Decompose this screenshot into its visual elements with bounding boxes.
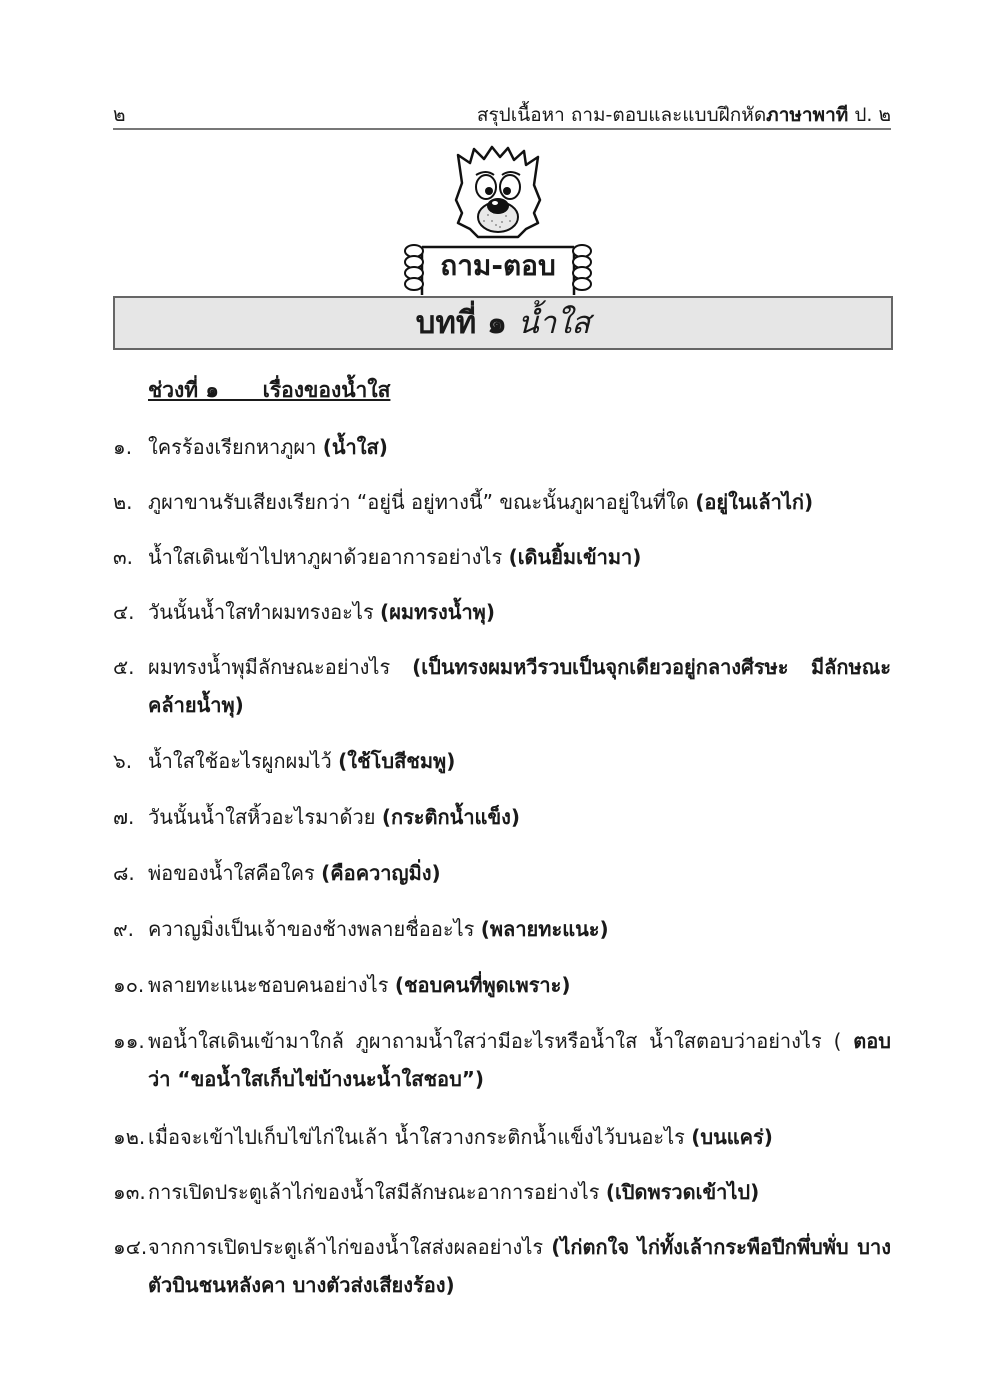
question-number: ๗. [113, 805, 135, 829]
question-text [148, 593, 891, 631]
list-item [113, 483, 891, 521]
question-text [148, 1173, 891, 1211]
section-heading: ช่วงที่ ๑ เรื่องของน้ำใส [148, 378, 391, 402]
question: วันนั้นน้ำใสทำผมทรงอะไร [148, 600, 381, 624]
chapter-number: บทที่ ๑ [415, 305, 518, 341]
list-item [113, 854, 891, 892]
question: การเปิดประตูเล้าไก่ของน้ำใสมีลักษณะอาการอย่างไร [148, 1180, 606, 1204]
list-item [113, 1022, 891, 1098]
answer: (ชอบคนที่พูดเพราะ) [394, 973, 571, 997]
question: พ่อของน้ำใสคือใคร [148, 861, 322, 885]
question-number: ๖. [113, 749, 133, 773]
list-item [113, 1228, 891, 1304]
chapter-title [416, 305, 590, 341]
running-title-prefix: สรุปเนื้อหา ถาม-ตอบและแบบฝึกหัด [476, 104, 767, 126]
question: ภูผาขานรับเสียงเรียกว่า “อยู่นี่ อยู่ทางนี้” ขณะนั้นภูผาอยู่ในที่ใด [148, 490, 696, 514]
list-item [113, 538, 891, 576]
answer: (น้ำใส) [322, 435, 388, 459]
question: ผมทรงน้ำพุมีลักษณะอย่างไร [148, 655, 413, 679]
question-text [148, 483, 891, 521]
running-title-subject: ภาษาพาที [766, 104, 849, 126]
answer: (เดินยิ้มเข้ามา) [508, 545, 642, 569]
question-number: ๑๐. [113, 973, 145, 997]
answer: (อยู่ในเล้าไก่) [695, 490, 814, 514]
list-item [113, 910, 891, 948]
list-item [113, 1118, 891, 1156]
list-item [113, 742, 891, 780]
question-text [148, 538, 891, 576]
question-text [148, 1022, 891, 1098]
question-number: ๑๑. [113, 1029, 145, 1053]
answer: (เป็นทรงผมหวีรวบเป็นจุกเดียวอยู่กลางศีรษะ มีลักษณะคล้ายน้ำพุ) [148, 655, 891, 717]
running-title-suffix: ป. ๒ [848, 104, 891, 126]
answer: (กระติกน้ำแข็ง) [381, 805, 521, 829]
answer: (พลายทะแนะ) [480, 917, 609, 941]
question: วันนั้นน้ำใสหิ้วอะไรมาด้วย [148, 805, 382, 829]
question-number: ๑๔. [113, 1235, 148, 1259]
question: น้ำใสเดินเข้าไปหาภูผาด้วยอาการอย่างไร [148, 545, 509, 569]
list-item [113, 428, 891, 466]
question-text [148, 1228, 891, 1304]
question-number: ๔. [113, 600, 135, 624]
question-text [148, 648, 891, 724]
question: พอน้ำใสเดินเข้ามาใกล้ ภูผาถามน้ำใสว่ามีอะไรหรือน้ำใส น้ำใสตอบว่าอย่างไร ( [148, 1029, 854, 1053]
question-number: ๓. [113, 545, 134, 569]
list-item [113, 648, 891, 724]
list-item [113, 966, 891, 1004]
question: ควาญมิ่งเป็นเจ้าของช้างพลายชื่ออะไร [148, 917, 481, 941]
answer: (ผมทรงน้ำพุ) [380, 600, 496, 624]
question: น้ำใสใช้อะไรผูกผมไว้ [148, 749, 339, 773]
answer: (คือควาญมิ่ง) [321, 861, 441, 885]
question-number: ๕. [113, 655, 135, 679]
question-number: ๑๒. [113, 1125, 146, 1149]
answer: (บนแคร่) [691, 1125, 773, 1149]
question-number: ๑. [113, 435, 133, 459]
chapter-banner [113, 296, 893, 350]
question-number: ๑๓. [113, 1180, 146, 1204]
question-text [148, 428, 891, 466]
question: เมื่อจะเข้าไปเก็บไข่ไก่ในเล้า น้ำใสวางกระติกน้ำแข็งไว้บนอะไร [148, 1125, 692, 1149]
list-item [113, 1173, 891, 1211]
question-text [148, 910, 891, 948]
question-text [148, 854, 891, 892]
qa-sign-label: ถาม-ตอบ [440, 249, 556, 282]
question: พลายทะแนะชอบคนอย่างไร [148, 973, 395, 997]
question-number: ๘. [113, 861, 135, 885]
answer: ตอบว่า “ขอน้ำใสเก็บไข่บ้างนะน้ำใสชอบ”) [148, 1029, 891, 1091]
running-title [477, 100, 891, 130]
question-text [148, 798, 891, 836]
answer: (เปิดพรวดเข้าไป) [605, 1180, 760, 1204]
chapter-name: น้ำใส [517, 305, 591, 341]
answer: (ใช้โบสีชมพู) [338, 749, 456, 773]
question-text [148, 966, 891, 1004]
page-number: ๒ [113, 104, 126, 126]
question-number: ๒. [113, 490, 133, 514]
question-text [148, 1118, 891, 1156]
page-header [113, 98, 891, 130]
answer: (ไก่ตกใจ ไก่ทั้งเล้ากระพือปีกพึ่บพั่บ บางตัวบินชนหลังคา บางตัวส่งเสียงร้อง) [148, 1235, 891, 1297]
list-item [113, 798, 891, 836]
question-number: ๙. [113, 917, 135, 941]
list-item [113, 593, 891, 631]
question-text [148, 742, 891, 780]
question: จากการเปิดประตูเล้าไก่ของน้ำใสส่งผลอย่างไร [148, 1235, 552, 1259]
question: ใครร้องเรียกหาภูผา [148, 435, 323, 459]
